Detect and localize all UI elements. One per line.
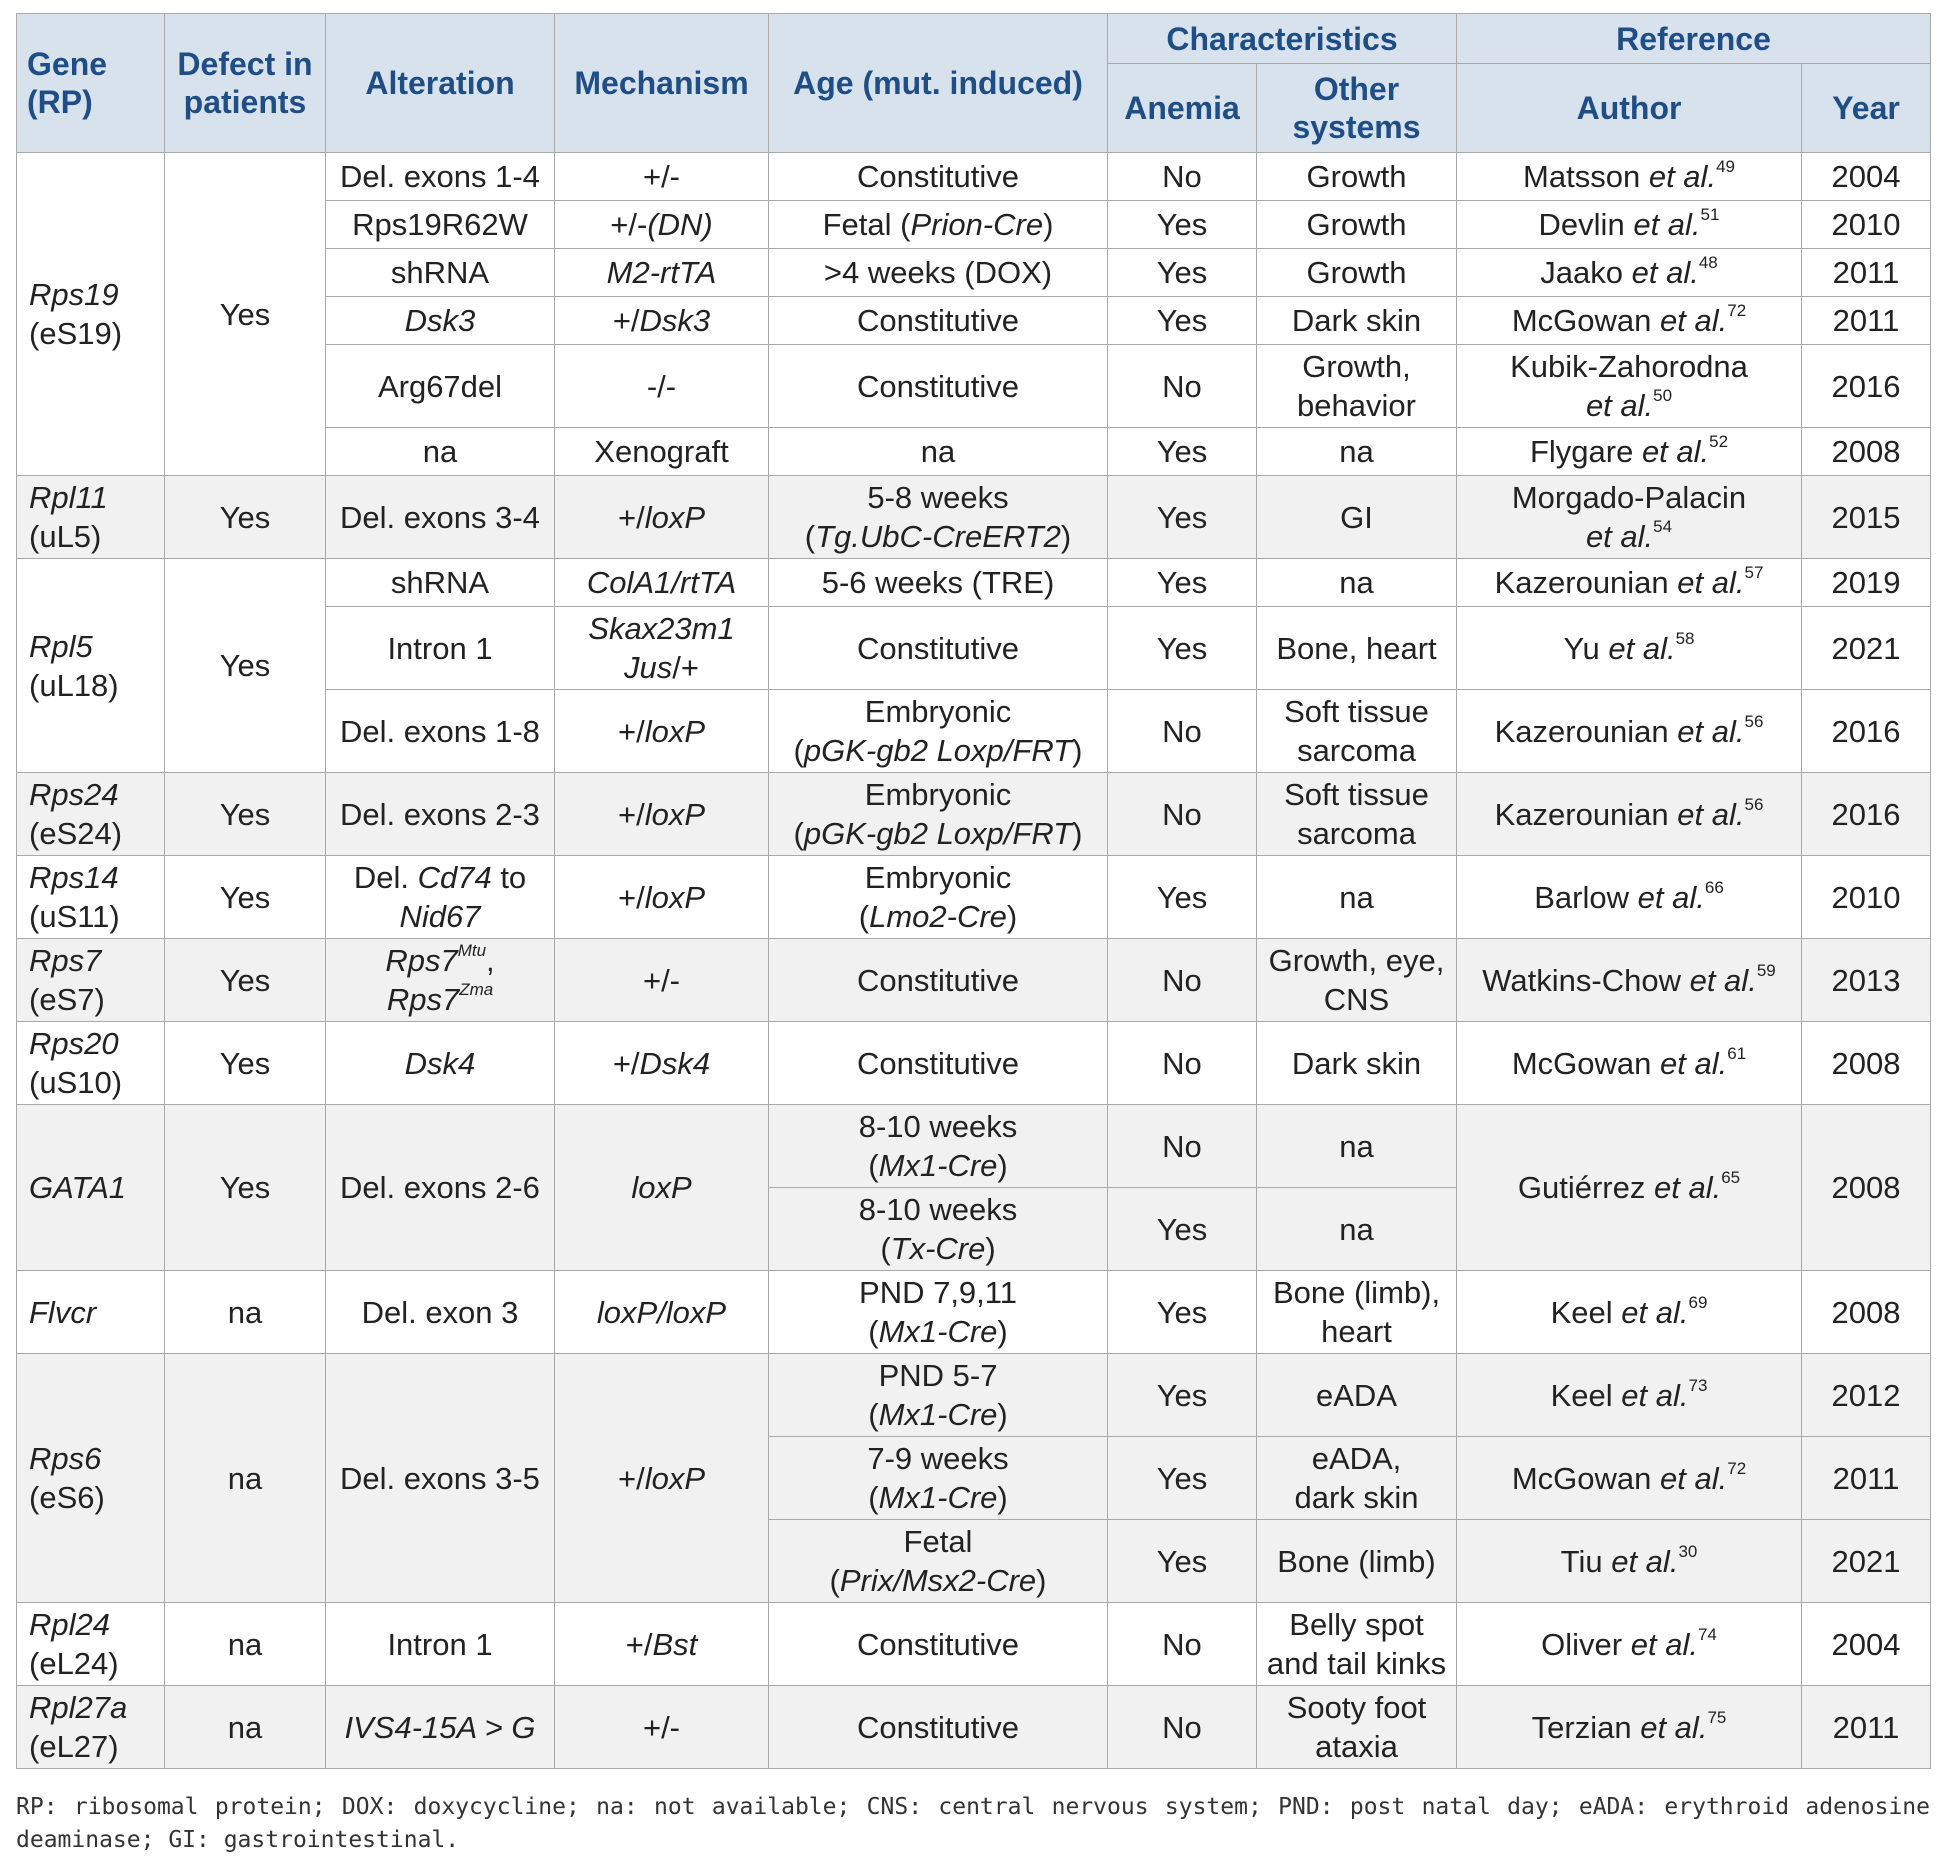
anemia-cell: No — [1108, 1022, 1257, 1105]
mechanism-cell: +/- — [555, 1686, 769, 1769]
age-cell: 7-9 weeks (Mx1-Cre) — [769, 1437, 1108, 1520]
mechanism-cell: loxP/loxP — [555, 1271, 769, 1354]
author-cell: Keel et al.$^{73}$ — [1457, 1354, 1802, 1437]
other-systems-cell: na — [1257, 856, 1457, 939]
year-cell: 2004 — [1802, 153, 1931, 201]
defect-cell: na — [165, 1603, 326, 1686]
defect-cell: Yes — [165, 856, 326, 939]
year-cell: 2011 — [1802, 249, 1931, 297]
anemia-cell: No — [1108, 345, 1257, 428]
gene-cell — [17, 153, 165, 476]
age-cell: Fetal (Prix/Msx2-Cre) — [769, 1520, 1108, 1603]
year-cell: 2010 — [1802, 856, 1931, 939]
other-systems-cell: Growth — [1257, 153, 1457, 201]
other-systems-cell: Dark skin — [1257, 297, 1457, 345]
age-cell: Constitutive — [769, 1603, 1108, 1686]
header-alteration: Alteration — [326, 14, 555, 153]
age-cell: Fetal (Prion-Cre) — [769, 201, 1108, 249]
year-cell: 2013 — [1802, 939, 1931, 1022]
table-row — [17, 773, 1931, 856]
anemia-cell: Yes — [1108, 201, 1257, 249]
header-reference: Reference — [1457, 14, 1931, 64]
anemia-cell: Yes — [1108, 1271, 1257, 1354]
age-cell: Constitutive — [769, 607, 1108, 690]
alteration-cell: Del. exons 1-4 — [326, 153, 555, 201]
author-cell: Morgado-Palacin et al.$^{54}$ — [1457, 476, 1802, 559]
alteration-cell: Del. exon 3 — [326, 1271, 555, 1354]
other-systems-cell: Growth, behavior — [1257, 345, 1457, 428]
table-row — [17, 1354, 1931, 1437]
year-cell: 2008 — [1802, 1105, 1931, 1271]
anemia-cell: Yes — [1108, 1437, 1257, 1520]
year-cell: 2011 — [1802, 1686, 1931, 1769]
alteration-cell: shRNA — [326, 249, 555, 297]
mechanism-cell: M2-rtTA — [555, 249, 769, 297]
alteration-cell: Intron 1 — [326, 607, 555, 690]
defect-cell: Yes — [165, 559, 326, 773]
anemia-cell: Yes — [1108, 428, 1257, 476]
alteration-cell: IVS4-15A > G — [326, 1686, 555, 1769]
author-cell: McGowan et al.$^{72}$ — [1457, 1437, 1802, 1520]
anemia-cell: No — [1108, 690, 1257, 773]
other-systems-cell: na — [1257, 428, 1457, 476]
gene-cell: Rps14 (uS11) — [17, 856, 165, 939]
alteration-cell: Del. exons 3-4 — [326, 476, 555, 559]
defect-cell: na — [165, 1354, 326, 1603]
anemia-cell: No — [1108, 773, 1257, 856]
alteration-cell: $Rps7^{Mtu}$, $Rps7^{Zma}$ — [326, 939, 555, 1022]
age-cell: Embryonic (pGK-gb2 Loxp/FRT) — [769, 690, 1108, 773]
year-cell: 2016 — [1802, 345, 1931, 428]
anemia-cell: Yes — [1108, 1354, 1257, 1437]
mechanism-cell: +/loxP — [555, 1354, 769, 1603]
header-age: Age (mut. induced) — [769, 14, 1108, 153]
age-cell: 5-8 weeks (Tg.UbC-CreERT2) — [769, 476, 1108, 559]
anemia-cell: No — [1108, 1105, 1257, 1188]
gene-cell: Rpl5 (uL18) — [17, 559, 165, 773]
gene-rp: (eS19) — [29, 316, 123, 351]
defect-cell: Yes — [165, 773, 326, 856]
mechanism-cell: +/loxP — [555, 690, 769, 773]
anemia-cell: Yes — [1108, 607, 1257, 690]
mechanism-cell: +/loxP — [555, 476, 769, 559]
other-systems-cell: Growth, eye, CNS — [1257, 939, 1457, 1022]
author-cell: Flygare et al.$^{52}$ — [1457, 428, 1802, 476]
author-cell: Kazerounian et al.$^{57}$ — [1457, 559, 1802, 607]
age-cell: 8-10 weeks (Tx-Cre) — [769, 1188, 1108, 1271]
mechanism-cell: ColA1/rtTA — [555, 559, 769, 607]
alteration-cell: Arg67del — [326, 345, 555, 428]
header-mechanism: Mechanism — [555, 14, 769, 153]
anemia-cell: Yes — [1108, 476, 1257, 559]
age-cell: PND 5-7 (Mx1-Cre) — [769, 1354, 1108, 1437]
anemia-cell: Yes — [1108, 249, 1257, 297]
year-cell: 2008 — [1802, 1271, 1931, 1354]
anemia-cell: Yes — [1108, 1520, 1257, 1603]
author-cell: Keel et al.$^{69}$ — [1457, 1271, 1802, 1354]
table-footnote: RP: ribosomal protein; DOX: doxycycline; na: not available; CNS: central nervous system; PND: post natal day; eADA: erythroid adenosine deaminase; GI: gastrointestinal. — [16, 1794, 1930, 1853]
defect-cell: na — [165, 1686, 326, 1769]
year-cell: 2021 — [1802, 607, 1931, 690]
author-cell: Yu et al.$^{58}$ — [1457, 607, 1802, 690]
header-year: Year — [1802, 64, 1931, 153]
author-cell: Oliver et al.$^{74}$ — [1457, 1603, 1802, 1686]
other-systems-cell: GI — [1257, 476, 1457, 559]
header-author: Author — [1457, 64, 1802, 153]
year-cell: 2008 — [1802, 1022, 1931, 1105]
anemia-cell: Yes — [1108, 1188, 1257, 1271]
author-cell: Kazerounian et al.$^{56}$ — [1457, 773, 1802, 856]
gene-cell: Rps20 (uS10) — [17, 1022, 165, 1105]
other-systems-cell: Bone, heart — [1257, 607, 1457, 690]
year-cell: 2019 — [1802, 559, 1931, 607]
defect-cell: na — [165, 1271, 326, 1354]
year-cell: 2012 — [1802, 1354, 1931, 1437]
alteration-cell: Dsk4 — [326, 1022, 555, 1105]
anemia-cell: Yes — [1108, 559, 1257, 607]
year-cell: 2008 — [1802, 428, 1931, 476]
year-cell: 2016 — [1802, 690, 1931, 773]
age-cell: Constitutive — [769, 153, 1108, 201]
year-cell: 2004 — [1802, 1603, 1931, 1686]
mechanism-cell: +/loxP — [555, 856, 769, 939]
table-row — [17, 1022, 1931, 1105]
author-cell: Jaako et al.$^{48}$ — [1457, 249, 1802, 297]
header-gene: Gene (RP) — [17, 14, 165, 153]
other-systems-cell: eADA — [1257, 1354, 1457, 1437]
defect-cell: Yes — [165, 1105, 326, 1271]
anemia-cell: No — [1108, 1686, 1257, 1769]
author-cell: Kubik-Zahorodna et al.$^{50}$ — [1457, 345, 1802, 428]
age-cell: Constitutive — [769, 297, 1108, 345]
alteration-cell: Dsk3 — [326, 297, 555, 345]
alteration-cell: na — [326, 428, 555, 476]
mechanism-cell: Skax23m1 Jus/+ — [555, 607, 769, 690]
gene-cell: Rps6 (eS6) — [17, 1354, 165, 1603]
table-row — [17, 1603, 1931, 1686]
header-defect: Defect in patients — [165, 14, 326, 153]
other-systems-cell: Bone (limb) — [1257, 1520, 1457, 1603]
age-cell: Embryonic (Lmo2-Cre) — [769, 856, 1108, 939]
age-cell: >4 weeks (DOX) — [769, 249, 1108, 297]
anemia-cell: No — [1108, 939, 1257, 1022]
age-cell: Embryonic (pGK-gb2 Loxp/FRT) — [769, 773, 1108, 856]
other-systems-cell: na — [1257, 1188, 1457, 1271]
year-cell: 2015 — [1802, 476, 1931, 559]
gene-cell: Rpl27a (eL27) — [17, 1686, 165, 1769]
author-cell: Gutiérrez et al.$^{65}$ — [1457, 1105, 1802, 1271]
age-cell: Constitutive — [769, 1022, 1108, 1105]
age-cell: Constitutive — [769, 1686, 1108, 1769]
mechanism-cell: +/Bst — [555, 1603, 769, 1686]
table-container — [16, 13, 1930, 1857]
table-row — [17, 559, 1931, 607]
mechanism-cell: loxP — [555, 1105, 769, 1271]
author-cell: Terzian et al.$^{75}$ — [1457, 1686, 1802, 1769]
mechanism-cell: +/-(DN) — [555, 201, 769, 249]
author-cell: McGowan et al.$^{61}$ — [1457, 1022, 1802, 1105]
defect-cell: Yes — [165, 476, 326, 559]
alteration-cell: Intron 1 — [326, 1603, 555, 1686]
header-anemia: Anemia — [1108, 64, 1257, 153]
anemia-cell: Yes — [1108, 297, 1257, 345]
anemia-cell: Yes — [1108, 856, 1257, 939]
year-cell: 2010 — [1802, 201, 1931, 249]
other-systems-cell: Soft tissue sarcoma — [1257, 690, 1457, 773]
gene-name: Rps19 — [29, 277, 119, 312]
table-row — [17, 153, 1931, 201]
header-characteristics: Characteristics — [1108, 14, 1457, 64]
alteration-cell: Del. exons 2-6 — [326, 1105, 555, 1271]
anemia-cell: No — [1108, 153, 1257, 201]
defect-cell: Yes — [165, 153, 326, 476]
gene-cell: Flvcr — [17, 1271, 165, 1354]
other-systems-cell: na — [1257, 559, 1457, 607]
gene-cell: Rps24 (eS24) — [17, 773, 165, 856]
mechanism-cell: +/loxP — [555, 773, 769, 856]
author-cell: Kazerounian et al.$^{56}$ — [1457, 690, 1802, 773]
gene-cell: Rps7 (eS7) — [17, 939, 165, 1022]
other-systems-cell: Growth — [1257, 201, 1457, 249]
alteration-cell: Del. exons 3-5 — [326, 1354, 555, 1603]
table-row — [17, 939, 1931, 1022]
defect-cell: Yes — [165, 939, 326, 1022]
mechanism-cell: +/- — [555, 153, 769, 201]
defect-cell: Yes — [165, 1022, 326, 1105]
alteration-cell: Del. exons 2-3 — [326, 773, 555, 856]
header-row-1 — [17, 14, 1931, 64]
author-cell: McGowan et al.$^{72}$ — [1457, 297, 1802, 345]
table-row — [17, 1105, 1931, 1188]
alteration-cell: shRNA — [326, 559, 555, 607]
author-cell: Devlin et al.$^{51}$ — [1457, 201, 1802, 249]
mechanism-cell: Xenograft — [555, 428, 769, 476]
rp-mouse-models-table — [16, 13, 1931, 1769]
other-systems-cell: na — [1257, 1105, 1457, 1188]
age-cell: Constitutive — [769, 939, 1108, 1022]
other-systems-cell: Soft tissue sarcoma — [1257, 773, 1457, 856]
anemia-cell: No — [1108, 1603, 1257, 1686]
mechanism-cell: +/Dsk4 — [555, 1022, 769, 1105]
age-cell: 5-6 weeks (TRE) — [769, 559, 1108, 607]
other-systems-cell: Belly spot and tail kinks — [1257, 1603, 1457, 1686]
age-cell: na — [769, 428, 1108, 476]
gene-cell: GATA1 — [17, 1105, 165, 1271]
other-systems-cell: Bone (limb), heart — [1257, 1271, 1457, 1354]
table-row — [17, 476, 1931, 559]
age-cell: 8-10 weeks (Mx1-Cre) — [769, 1105, 1108, 1188]
other-systems-cell: eADA, dark skin — [1257, 1437, 1457, 1520]
year-cell: 2011 — [1802, 1437, 1931, 1520]
mechanism-cell: +/Dsk3 — [555, 297, 769, 345]
mechanism-cell: +/- — [555, 939, 769, 1022]
alteration-cell: Rps19R62W — [326, 201, 555, 249]
other-systems-cell: Sooty foot ataxia — [1257, 1686, 1457, 1769]
gene-cell: Rpl11 (uL5) — [17, 476, 165, 559]
author-cell: Barlow et al.$^{66}$ — [1457, 856, 1802, 939]
year-cell: 2021 — [1802, 1520, 1931, 1603]
other-systems-cell: Dark skin — [1257, 1022, 1457, 1105]
mechanism-cell: -/- — [555, 345, 769, 428]
table-row — [17, 1271, 1931, 1354]
author-cell: Watkins-Chow et al.$^{59}$ — [1457, 939, 1802, 1022]
table-row — [17, 856, 1931, 939]
header-other-systems: Other systems — [1257, 64, 1457, 153]
year-cell: 2011 — [1802, 297, 1931, 345]
author-cell: Matsson et al.$^{49}$ — [1457, 153, 1802, 201]
alteration-cell: Del. exons 1-8 — [326, 690, 555, 773]
alteration-cell: Del. Cd74 to Nid67 — [326, 856, 555, 939]
gene-cell: Rpl24 (eL24) — [17, 1603, 165, 1686]
age-cell: Constitutive — [769, 345, 1108, 428]
age-cell: PND 7,9,11 (Mx1-Cre) — [769, 1271, 1108, 1354]
table-row — [17, 1686, 1931, 1769]
year-cell: 2016 — [1802, 773, 1931, 856]
other-systems-cell: Growth — [1257, 249, 1457, 297]
author-cell: Tiu et al.$^{30}$ — [1457, 1520, 1802, 1603]
